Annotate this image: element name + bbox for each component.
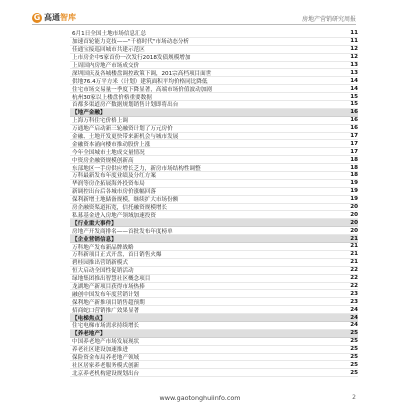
toc-entry-page: 12 xyxy=(350,46,358,53)
toc-entry-page: 22 xyxy=(350,282,358,289)
header-divider xyxy=(32,24,356,25)
toc-entry-page: 25 xyxy=(350,353,358,360)
toc-entry-title: 佳通宝接巡回城市共建示范区 xyxy=(72,47,145,54)
toc-entry-title: 金融、土地开发更快带来新机会与城市发展 xyxy=(72,134,179,141)
toc-entry-page: 24 xyxy=(350,322,358,329)
toc-entry-page: 21 xyxy=(350,243,358,250)
toc-entry-title: 加速首轮能力竞技——"千禧时代"市场动态分析 xyxy=(72,39,190,46)
toc-entry-title: 私募基金进入房地产领域加速投资 xyxy=(72,212,156,219)
toc-entry-page: 25 xyxy=(350,330,358,337)
toc-entry-title: 中国养老地产市场发展现状 xyxy=(72,339,140,346)
toc-entry-title: 今年全国城市土地成交量情况 xyxy=(72,149,145,156)
toc-entry-page: 17 xyxy=(350,140,358,147)
toc-entry[interactable] xyxy=(70,369,358,377)
toc-entry-title: 保利新增土地储备规模，继续扩大市场份额 xyxy=(72,197,179,204)
toc-entry-title: 北京养老机构建设规划出台 xyxy=(72,370,140,377)
toc-entry-title: 中资房企融资规模创新高 xyxy=(72,157,134,164)
toc-entry-title: 【电梯焦点】 xyxy=(72,315,106,322)
toc-entry-page: 24 xyxy=(350,306,358,313)
toc-entry-title: 【养老地产】 xyxy=(72,331,106,338)
toc-entry-title: 龙湖地产新项目获得市场热捧 xyxy=(72,283,145,290)
toc-entry-title: 碧桂园推出营销新模式 xyxy=(72,260,128,267)
toc-entry-title: 【企业营销信息】 xyxy=(72,236,117,243)
toc-entry-title: 融创中国发布年度营销计划 xyxy=(72,291,140,298)
toc-entry-title: 万科新项目正式开盘，首日销售火爆 xyxy=(72,252,162,259)
toc-entry-page: 16 xyxy=(350,109,358,116)
toc-entry-title: 东部地区一手房供应增长乏力，新房市场结构性调整 xyxy=(72,165,201,172)
toc-entry-page: 20 xyxy=(350,211,358,218)
toc-entry-page: 11 xyxy=(350,38,358,45)
toc-entry-title: 房企融资渠道拓宽，信托融资规模增长 xyxy=(72,205,168,212)
toc-entry-page: 22 xyxy=(350,267,358,274)
toc-entry-page: 14 xyxy=(350,85,358,92)
toc-entry-title: 养老社区建设加速推进 xyxy=(72,347,128,354)
toc-entry-page: 18 xyxy=(350,164,358,171)
toc-entry-page: 21 xyxy=(350,251,358,258)
toc-entry-page: 15 xyxy=(350,101,358,108)
toc-entry-title: 上周国内房地产市场成交价 xyxy=(72,63,140,70)
footer-url[interactable]: www.gaotonghuiinfo.com xyxy=(159,394,241,402)
toc-entry-title: 万科最新发布年度业绩及分红方案 xyxy=(72,173,156,180)
toc-entry-page: 25 xyxy=(350,346,358,353)
toc-entry-page: 17 xyxy=(350,148,358,155)
toc-entry-page: 12 xyxy=(350,54,358,61)
page-number: 2 xyxy=(352,394,356,401)
toc-entry-page: 25 xyxy=(350,361,358,368)
table-of-contents xyxy=(70,30,358,377)
toc-entry-title: 招商蛇口营销推广效果显著 xyxy=(72,307,140,314)
toc-entry-page: 15 xyxy=(350,93,358,100)
toc-entry-page: 20 xyxy=(350,204,358,211)
toc-entry-page: 16 xyxy=(350,125,358,132)
toc-entry-title: 住宅电梯市场需求持续增长 xyxy=(72,323,140,330)
toc-entry-page: 25 xyxy=(350,369,358,376)
toc-entry-page: 20 xyxy=(350,227,358,234)
toc-entry-page: 16 xyxy=(350,117,358,124)
toc-entry-title: 华润等房企拓展海外投资布局 xyxy=(72,181,145,188)
toc-entry-page: 13 xyxy=(350,62,358,68)
toc-entry-page: 17 xyxy=(350,133,358,140)
toc-entry-title: 杭州30家以上楼盘价格重要数据 xyxy=(72,94,152,101)
toc-entry-page: 18 xyxy=(350,172,358,179)
toc-entry-page: 11 xyxy=(350,30,358,37)
toc-entry-page: 25 xyxy=(350,338,358,345)
toc-entry-page: 21 xyxy=(350,259,358,266)
toc-entry-title: 住宅市场交易量一季度下降显著，高端市场价值波动加剧 xyxy=(72,86,212,93)
toc-entry-page: 18 xyxy=(350,156,358,163)
toc-entry-page: 21 xyxy=(350,235,358,242)
toc-entry-page: 19 xyxy=(350,180,358,187)
toc-entry-title: 万科地产发布新品牌战略 xyxy=(72,244,134,251)
toc-entry-title: 上市房企中5家首份一次发行2018发债规模增加 xyxy=(72,55,191,62)
toc-entry-title: 社区居家养老服务模式创新 xyxy=(72,362,140,369)
toc-entry-title: 6月1日全国土地市场信息汇总 xyxy=(72,31,147,38)
brand-logo xyxy=(32,12,76,23)
toc-entry-title: 金融资本涌向楼市推动股价上涨 xyxy=(72,141,151,148)
toc-entry-title: 首都多渠道房产数据规划销售计划即将出台 xyxy=(72,102,179,109)
logo-text: 高通智库 xyxy=(44,13,76,22)
toc-entry-title: 恒大启动全国性促销活动 xyxy=(72,268,134,275)
logo-mark-icon: G xyxy=(33,12,41,22)
toc-entry-title: 深圳国庆及各城楼盘调控政策下调，201宗高档项目面世 xyxy=(72,70,212,77)
toc-entry-page: 13 xyxy=(350,69,358,76)
toc-entry-title: 万通地产启动新三轮融资计划了万元房价 xyxy=(72,126,173,133)
toc-entry-page: 19 xyxy=(350,196,358,203)
toc-entry-title: 保利地产新推项目销售超预期 xyxy=(72,299,145,306)
document-title: 房地产营销研究周报 xyxy=(301,16,356,23)
toc-entry-page: 23 xyxy=(350,290,358,297)
toc-entry-title: 【行业重大事件】 xyxy=(72,220,117,227)
toc-entry-page: 14 xyxy=(350,77,358,84)
toc-entry-title: 绿地集团推出智慧社区概念项目 xyxy=(72,276,151,283)
toc-entry-title: 保险资金布局养老地产领域 xyxy=(72,354,140,361)
toc-entry-title: 房地产开发商排名——首批发布年度榜单 xyxy=(72,228,173,235)
toc-entry-page: 19 xyxy=(350,188,358,195)
toc-entry-page: 23 xyxy=(350,298,358,305)
toc-entry-title: 【地产金融】 xyxy=(72,110,106,117)
toc-entry-page: 22 xyxy=(350,275,358,282)
toc-entry-title: 供地76.4万平方米（计划）建筑面积平均价格同比降低 xyxy=(72,78,208,85)
toc-entry-page: 20 xyxy=(350,219,358,226)
toc-entry-page: 24 xyxy=(350,314,358,321)
toc-entry-title: 新调控出台后各城市房价涨幅回落 xyxy=(72,189,156,196)
page-header xyxy=(0,0,400,30)
toc-entry-title: 上海万科住宅价格上调 xyxy=(72,118,128,125)
